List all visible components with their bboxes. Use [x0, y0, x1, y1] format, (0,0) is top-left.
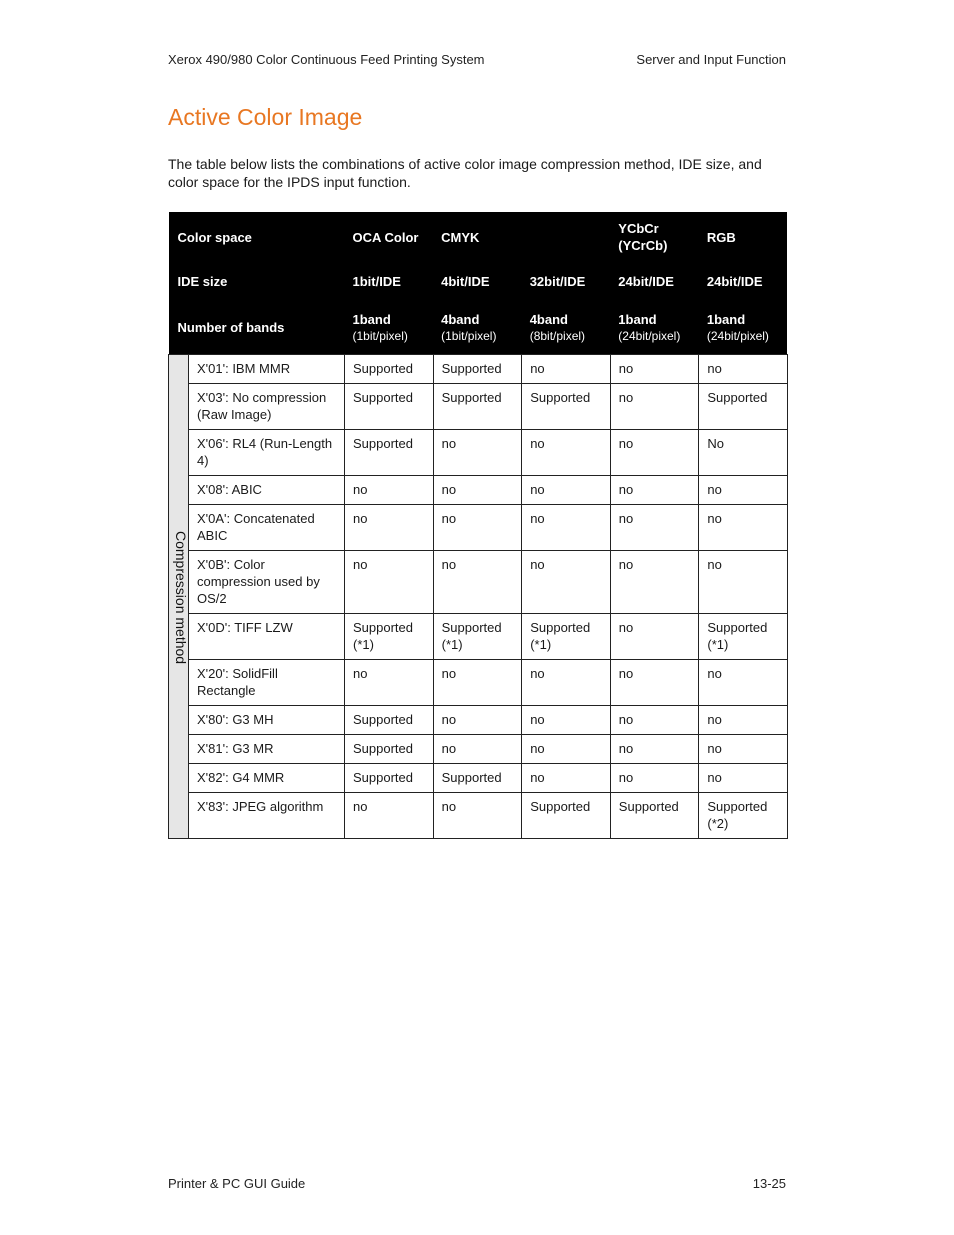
support-cell: no: [522, 551, 611, 614]
support-cell: Supported: [433, 764, 522, 793]
header-cell-main: 4bit/IDE: [441, 273, 490, 289]
support-cell: no: [345, 505, 434, 551]
method-cell: X'82': G4 MMR: [189, 764, 345, 793]
support-cell: Supported (*1): [522, 614, 611, 660]
header-cell-main: 1bit/IDE: [352, 273, 401, 289]
header-cell-main: 32bit/IDE: [529, 273, 586, 289]
support-cell: Supported: [522, 793, 611, 839]
support-cell: no: [699, 660, 788, 706]
footer-page-number: 13-25: [752, 1176, 786, 1191]
support-cell: no: [433, 660, 522, 706]
support-cell: no: [610, 764, 699, 793]
support-cell: no: [345, 551, 434, 614]
header-cell: [345, 262, 434, 300]
header-cell-main: YCbCr: [618, 221, 659, 236]
compression-table: [168, 212, 788, 839]
support-cell: Supported: [345, 764, 434, 793]
support-cell: no: [699, 551, 788, 614]
header-cell-main: 24bit/IDE: [618, 273, 674, 289]
support-cell: no: [699, 735, 788, 764]
compression-method-label: Compression method: [173, 531, 189, 665]
header-cell-sub: (1bit/pixel): [441, 328, 497, 343]
header-cell-sub: (24bit/pixel): [706, 328, 769, 343]
method-cell: X'81': G3 MR: [189, 735, 345, 764]
header-row-label: Color space: [169, 212, 345, 262]
support-cell: Supported: [345, 735, 434, 764]
header-cell: [522, 212, 611, 262]
method-cell: X'0A': Concatenated ABIC: [189, 505, 345, 551]
support-cell: no: [610, 735, 699, 764]
header-cell-sub: (1bit/pixel): [352, 328, 408, 343]
support-cell: Supported: [699, 384, 788, 430]
support-cell: no: [433, 430, 522, 476]
header-cell: [699, 300, 788, 355]
header-cell-main: 4band: [441, 311, 480, 327]
support-cell: Supported: [522, 384, 611, 430]
header-cell-main: OCA Color: [352, 229, 419, 245]
support-cell: no: [610, 355, 699, 384]
support-cell: no: [522, 476, 611, 505]
table-row: [169, 764, 788, 793]
support-cell: Supported: [433, 384, 522, 430]
header-cell: [610, 262, 699, 300]
method-cell: X'0D': TIFF LZW: [189, 614, 345, 660]
header-row-label: IDE size: [169, 262, 345, 300]
support-cell: Supported: [345, 384, 434, 430]
support-cell: no: [433, 505, 522, 551]
method-cell: X'20': SolidFill Rectangle: [189, 660, 345, 706]
header-cell-main: CMYK: [441, 229, 480, 245]
support-cell: no: [433, 551, 522, 614]
header-cell-main: RGB: [706, 229, 736, 245]
support-cell: no: [522, 430, 611, 476]
method-cell: X'83': JPEG algorithm: [189, 793, 345, 839]
running-header-title: Xerox 490/980 Color Continuous Feed Printing System: [168, 52, 485, 67]
header-cell-main: 4band: [529, 311, 568, 327]
header-cell: [522, 262, 611, 300]
table-row: [169, 793, 788, 839]
page-title: Active Color Image: [168, 104, 363, 130]
support-cell: no: [610, 551, 699, 614]
ide-size-row: [169, 262, 788, 300]
support-cell: no: [522, 355, 611, 384]
header-row-label: Number of bands: [169, 300, 345, 355]
table-row: [169, 614, 788, 660]
support-cell: no: [610, 505, 699, 551]
support-cell: no: [610, 706, 699, 735]
header-cell-sub: (24bit/pixel): [618, 328, 681, 343]
header-cell-main: 1band: [706, 311, 746, 327]
header-cell: [433, 300, 522, 355]
support-cell: no: [610, 476, 699, 505]
table-row: [169, 706, 788, 735]
support-cell: no: [699, 355, 788, 384]
support-cell: no: [610, 614, 699, 660]
header-cell: [345, 212, 434, 262]
header-cell-main: 1band: [352, 311, 391, 327]
header-cell: [699, 212, 788, 262]
header-cell: [610, 300, 699, 355]
support-cell: no: [522, 505, 611, 551]
support-cell: Supported: [610, 793, 699, 839]
header-cell-alt: (YCrCb): [618, 238, 668, 253]
header-cell: [345, 300, 434, 355]
support-cell: Supported: [345, 430, 434, 476]
header-cell: [610, 212, 699, 262]
method-cell: X'80': G3 MH: [189, 706, 345, 735]
header-cell-main: 1band: [618, 311, 657, 327]
table-row: [169, 430, 788, 476]
method-cell: X'06': RL4 (Run-Length 4): [189, 430, 345, 476]
header-cell: [433, 212, 522, 262]
intro-paragraph: The table below lists the combinations of active color image compression method, IDE size, and color space for the IPDS input function.: [168, 156, 762, 190]
support-cell: no: [699, 505, 788, 551]
support-cell: Supported (*1): [345, 614, 434, 660]
support-cell: no: [433, 706, 522, 735]
table-row: [169, 355, 788, 384]
support-cell: Supported (*1): [699, 614, 788, 660]
rowgroup-label-cell: [169, 355, 189, 839]
support-cell: No: [699, 430, 788, 476]
table-row: [169, 384, 788, 430]
support-cell: no: [610, 660, 699, 706]
support-cell: no: [345, 660, 434, 706]
band-count-row: [169, 300, 788, 355]
support-cell: Supported: [433, 355, 522, 384]
support-cell: no: [610, 384, 699, 430]
header-cell: [699, 262, 788, 300]
support-cell: Supported: [345, 355, 434, 384]
support-cell: no: [433, 476, 522, 505]
support-cell: no: [345, 476, 434, 505]
table-row: [169, 476, 788, 505]
support-cell: no: [433, 793, 522, 839]
support-cell: no: [699, 476, 788, 505]
color-space-row: [169, 212, 788, 262]
header-cell-sub: (8bit/pixel): [529, 328, 586, 343]
method-cell: X'03': No compression (Raw Image): [189, 384, 345, 430]
support-cell: no: [345, 793, 434, 839]
method-cell: X'0B': Color compression used by OS/2: [189, 551, 345, 614]
support-cell: Supported (*1): [433, 614, 522, 660]
table-row: [169, 735, 788, 764]
support-cell: no: [522, 735, 611, 764]
header-cell: [522, 300, 611, 355]
support-cell: no: [699, 764, 788, 793]
support-cell: no: [433, 735, 522, 764]
header-cell-main: 24bit/IDE: [706, 273, 763, 289]
support-cell: Supported: [345, 706, 434, 735]
method-cell: X'01': IBM MMR: [189, 355, 345, 384]
header-cell: [433, 262, 522, 300]
running-header-section: Server and Input Function: [636, 52, 786, 67]
table-row: [169, 551, 788, 614]
support-cell: no: [699, 706, 788, 735]
method-cell: X'08': ABIC: [189, 476, 345, 505]
support-cell: no: [522, 764, 611, 793]
table-row: [169, 505, 788, 551]
support-cell: no: [522, 706, 611, 735]
support-cell: no: [610, 430, 699, 476]
support-cell: no: [522, 660, 611, 706]
footer-guide-name: Printer & PC GUI Guide: [168, 1176, 306, 1191]
table-row: [169, 660, 788, 706]
support-cell: Supported (*2): [699, 793, 788, 839]
